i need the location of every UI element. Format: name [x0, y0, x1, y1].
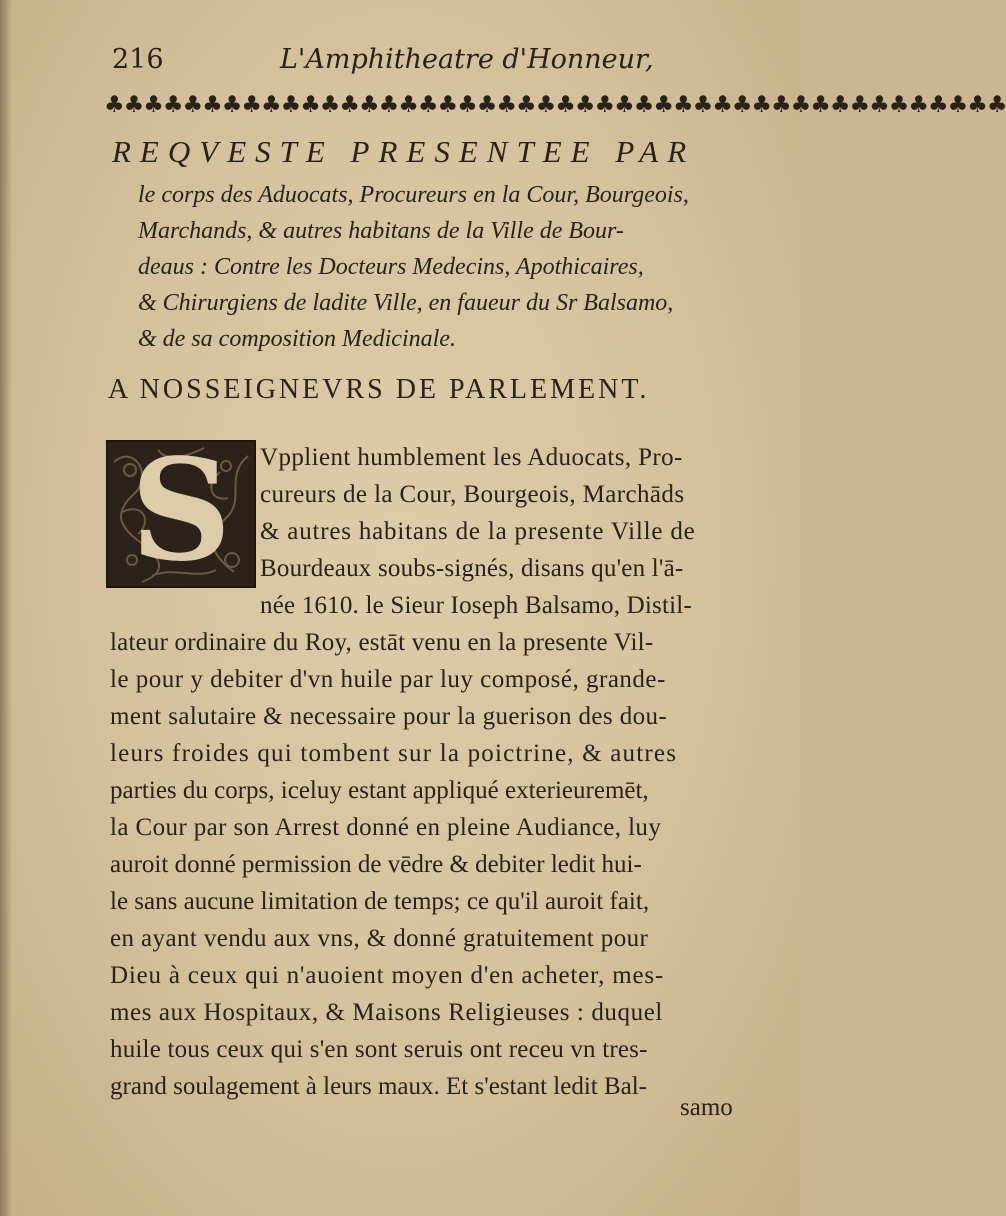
body-line: la Cour par son Arrest donné en pleine Audiance, luy	[110, 814, 662, 841]
body-line: grand soulagement à leurs maux. Et s'estant ledit Bal-	[110, 1073, 647, 1100]
title-line: le corps des Aduocats, Procureurs en la Cour, Bourgeois,	[138, 182, 689, 208]
body-line: le pour y debiter d'vn huile par luy composé, grande-	[110, 666, 666, 693]
body-line: huile tous ceux qui s'en sont seruis ont receu vn tres-	[110, 1036, 648, 1063]
title-line: & de sa composition Medicinale.	[138, 326, 456, 352]
page-header	[112, 44, 752, 84]
address-heading: A NOSSEIGNEVRS DE PARLEMENT.	[108, 374, 650, 405]
body-line: leurs froides qui tombent sur la poictrine, & autres	[110, 740, 678, 767]
body-line: cureurs de la Cour, Bourgeois, Marchāds	[260, 481, 685, 508]
title-line: & Chirurgiens de ladite Ville, en faueur du Sr Balsamo,	[138, 290, 674, 316]
body-line: auroit donné permission de vēdre & debiter ledit hui-	[110, 851, 642, 878]
page-gutter-shadow	[0, 0, 12, 1216]
body-line: Dieu à ceux qui n'auoient moyen d'en acheter, mes-	[110, 962, 665, 989]
title-main: REQVESTE PRESENTEE PAR	[112, 134, 696, 169]
initial-letter: S	[130, 429, 232, 593]
body-line: née 1610. le Sieur Ioseph Balsamo, Distil-	[260, 592, 692, 619]
body-line: lateur ordinaire du Roy, estāt venu en la presente Vil-	[110, 629, 654, 656]
title-line: deaus : Contre les Docteurs Medecins, Apothicaires,	[138, 254, 644, 280]
ornament-band: ♣♣♣♣♣♣♣♣♣♣♣♣♣♣♣♣♣♣♣♣♣♣♣♣♣♣♣♣♣♣♣♣♣♣♣♣♣♣♣♣♣♣♣♣♣♣	[104, 92, 1006, 118]
body-line: & autres habitans de la presente Ville de	[260, 518, 696, 545]
page-number: 216	[112, 44, 164, 75]
body-line: le sans aucune limitation de temps; ce qu'il auroit fait,	[110, 888, 650, 915]
body-line: mes aux Hospitaux, & Maisons Religieuses : duquel	[110, 999, 663, 1026]
body-line: parties du corps, iceluy estant appliqué exterieuremēt,	[110, 777, 649, 804]
running-head: L'Amphitheatre d'Honneur,	[280, 44, 654, 75]
title-line: Marchands, & autres habitans de la Ville de Bour-	[138, 218, 624, 244]
body-line: Vpplient humblement les Aduocats, Pro-	[260, 444, 683, 471]
decorated-initial	[106, 429, 256, 593]
body-line: ment salutaire & necessaire pour la guerison des dou-	[110, 703, 668, 730]
catchword: samo	[680, 1094, 733, 1121]
body-line: Bourdeaux soubs-signés, disans qu'en l'ā-	[260, 555, 684, 582]
body-line: en ayant vendu aux vns, & donné gratuitement pour	[110, 925, 649, 952]
